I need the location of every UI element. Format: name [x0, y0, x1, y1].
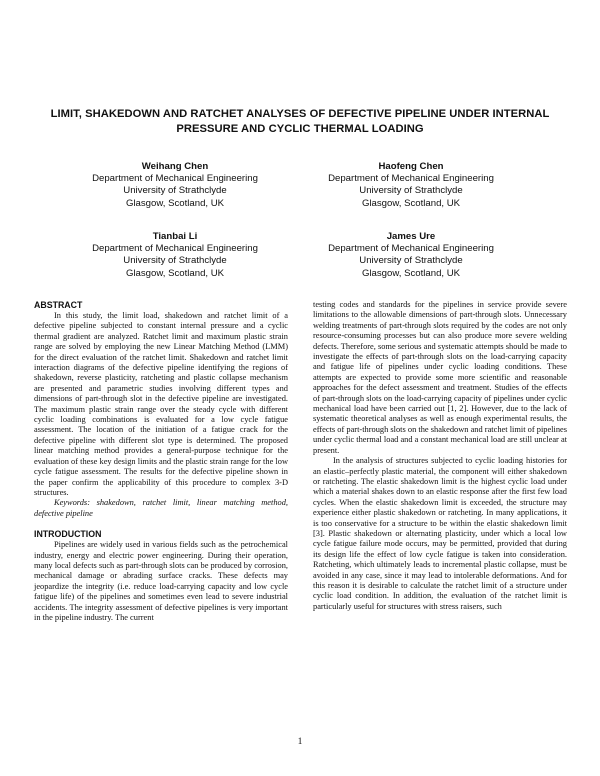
author-dept: Department of Mechanical Engineering: [328, 243, 494, 255]
author-location: Glasgow, Scotland, UK: [361, 267, 461, 279]
introduction-heading: INTRODUCTION: [34, 529, 102, 540]
title-line-2: PRESSURE AND CYCLIC THERMAL LOADING: [176, 123, 424, 135]
author-block-1: [60, 161, 290, 210]
author-block-2: [296, 161, 526, 210]
abstract-heading: ABSTRACT: [34, 300, 83, 310]
author-name: James Ure: [386, 231, 436, 242]
author-block-3: [60, 231, 290, 280]
title-line-1: LIMIT, SHAKEDOWN AND RATCHET ANALYSES OF DEFECTIVE PIPELINE UNDER INTERNAL: [50, 108, 550, 120]
paper-title: [30, 107, 570, 137]
right-paragraph-2: In the analysis of structures subjected to cyclic loading histories for an elastic–perfectly plastic material, the component will either shakedown or ratcheting. The elastic shakedown limit is the highest cyclic load under which a material shakes down to an elastic response after the first few load cycles. When the elastic shakedown limit is exceeded, the structure may experience either plastic shakedown or ratcheting. In many applications, it is too conservative for a structure to be within the elastic shakedown limit [3]. Plastic shakedown or alternating plasticity, under which a local low cycle fatigue failure mode occurs, may be permitted, provided that during its design life the effect of low cycle fatigue is taken into consideration. Ratcheting, which ultimately leads to incremental plastic collapse, must be avoided in any case, since it may lead to intolerable deformations. And for this reason it is desirable to calculate the ratchet limit of a structure under cyclic load condition. In addition, the evaluation of the ratchet limit is particularly useful for structures with stress raisers, such: [313, 456, 567, 611]
author-dept: Department of Mechanical Engineering: [92, 243, 258, 255]
author-univ: University of Strathclyde: [359, 185, 463, 197]
page-number: 1: [297, 736, 303, 747]
right-column: [313, 300, 567, 612]
left-column: [34, 300, 288, 623]
intro-paragraph-1: Pipelines are widely used in various fields such as the petrochemical industry, energy and electric power engineering. During their operation, many local defects such as part-through slots can be produced by corrosion, mechanical damage or abrading surface cracks. These defects may jeopardize the integrity (i.e. reduce load-carrying capacity and low cycle fatigue life) of the pipelines and sometimes even lead to severe industrial accidents. The integrity assessment of defective pipelines is very important in the pipeline industry. The current: [34, 540, 288, 622]
author-univ: University of Strathclyde: [123, 185, 227, 197]
keywords: Keywords: shakedown, ratchet limit, linear matching method, defective pipeline: [34, 498, 288, 518]
author-name: Haofeng Chen: [378, 161, 444, 172]
author-location: Glasgow, Scotland, UK: [125, 197, 225, 209]
right-paragraph-1: testing codes and standards for the pipelines in service provide severe limitations to the allowable dimensions of part-through slots. Unnecessary welding treatments of part-through slots required by the codes are not only resource-consuming processes but can also produce more severe welding defects. Therefore, some serious and systematic attempts should be made to investigate the effects of part-through slots on the load-carrying capacity and fatigue life of pipelines under cyclic loading conditions. These attempts are expected to provide some more scientific and reasonable approaches for the defect assessment and treatment. Studies of the effects of part-through slots on the load-carrying capacity of pipelines under cyclic mechanical load have been carried out [1, 2]. However, due to the lack of systematic theoretical analyses as well as enough experimental results, the effects of part-through slots on the shakedown and ratchet limit of pipelines under cyclic thermal load and a constant mechanical load are still unclear at present.: [313, 300, 567, 455]
author-univ: University of Strathclyde: [123, 255, 227, 267]
author-block-4: [296, 231, 526, 280]
author-dept: Department of Mechanical Engineering: [328, 173, 494, 185]
author-location: Glasgow, Scotland, UK: [125, 267, 225, 279]
author-univ: University of Strathclyde: [359, 255, 463, 267]
author-dept: Department of Mechanical Engineering: [92, 173, 258, 185]
author-name: Weihang Chen: [141, 161, 209, 172]
author-name: Tianbai Li: [152, 231, 198, 242]
author-location: Glasgow, Scotland, UK: [361, 197, 461, 209]
abstract-text: In this study, the limit load, shakedown and ratchet limit of a defective pipeline subjected to constant internal pressure and a cyclic thermal gradient are analyzed. Ratchet limit and maximum plastic strain range are solved by employing the new Linear Matching Method (LMM) for the direct evaluation of the ratchet limit. Shakedown and ratchet limit interaction diagrams of the defective pipeline identifying the regions of shakedown, reverse plasticity, ratcheting and plastic collapse mechanism are presented and parametric studies involving different types and dimensions of part-through slot in the defective pipeline are investigated. The maximum plastic strain range over the steady cycle with different cyclic loading combinations is evaluated for a low cycle fatigue assessment. The location of the initiation of a fatigue crack for the defective pipeline with different slot type is determined. The proposed linear matching method provides a general-purpose technique for the evaluation of these key design limits and the plastic strain range for the low cycle fatigue assessment. The results for the defective pipeline shown in the paper confirm the applicability of this procedure to complex 3-D structures.: [34, 311, 288, 497]
